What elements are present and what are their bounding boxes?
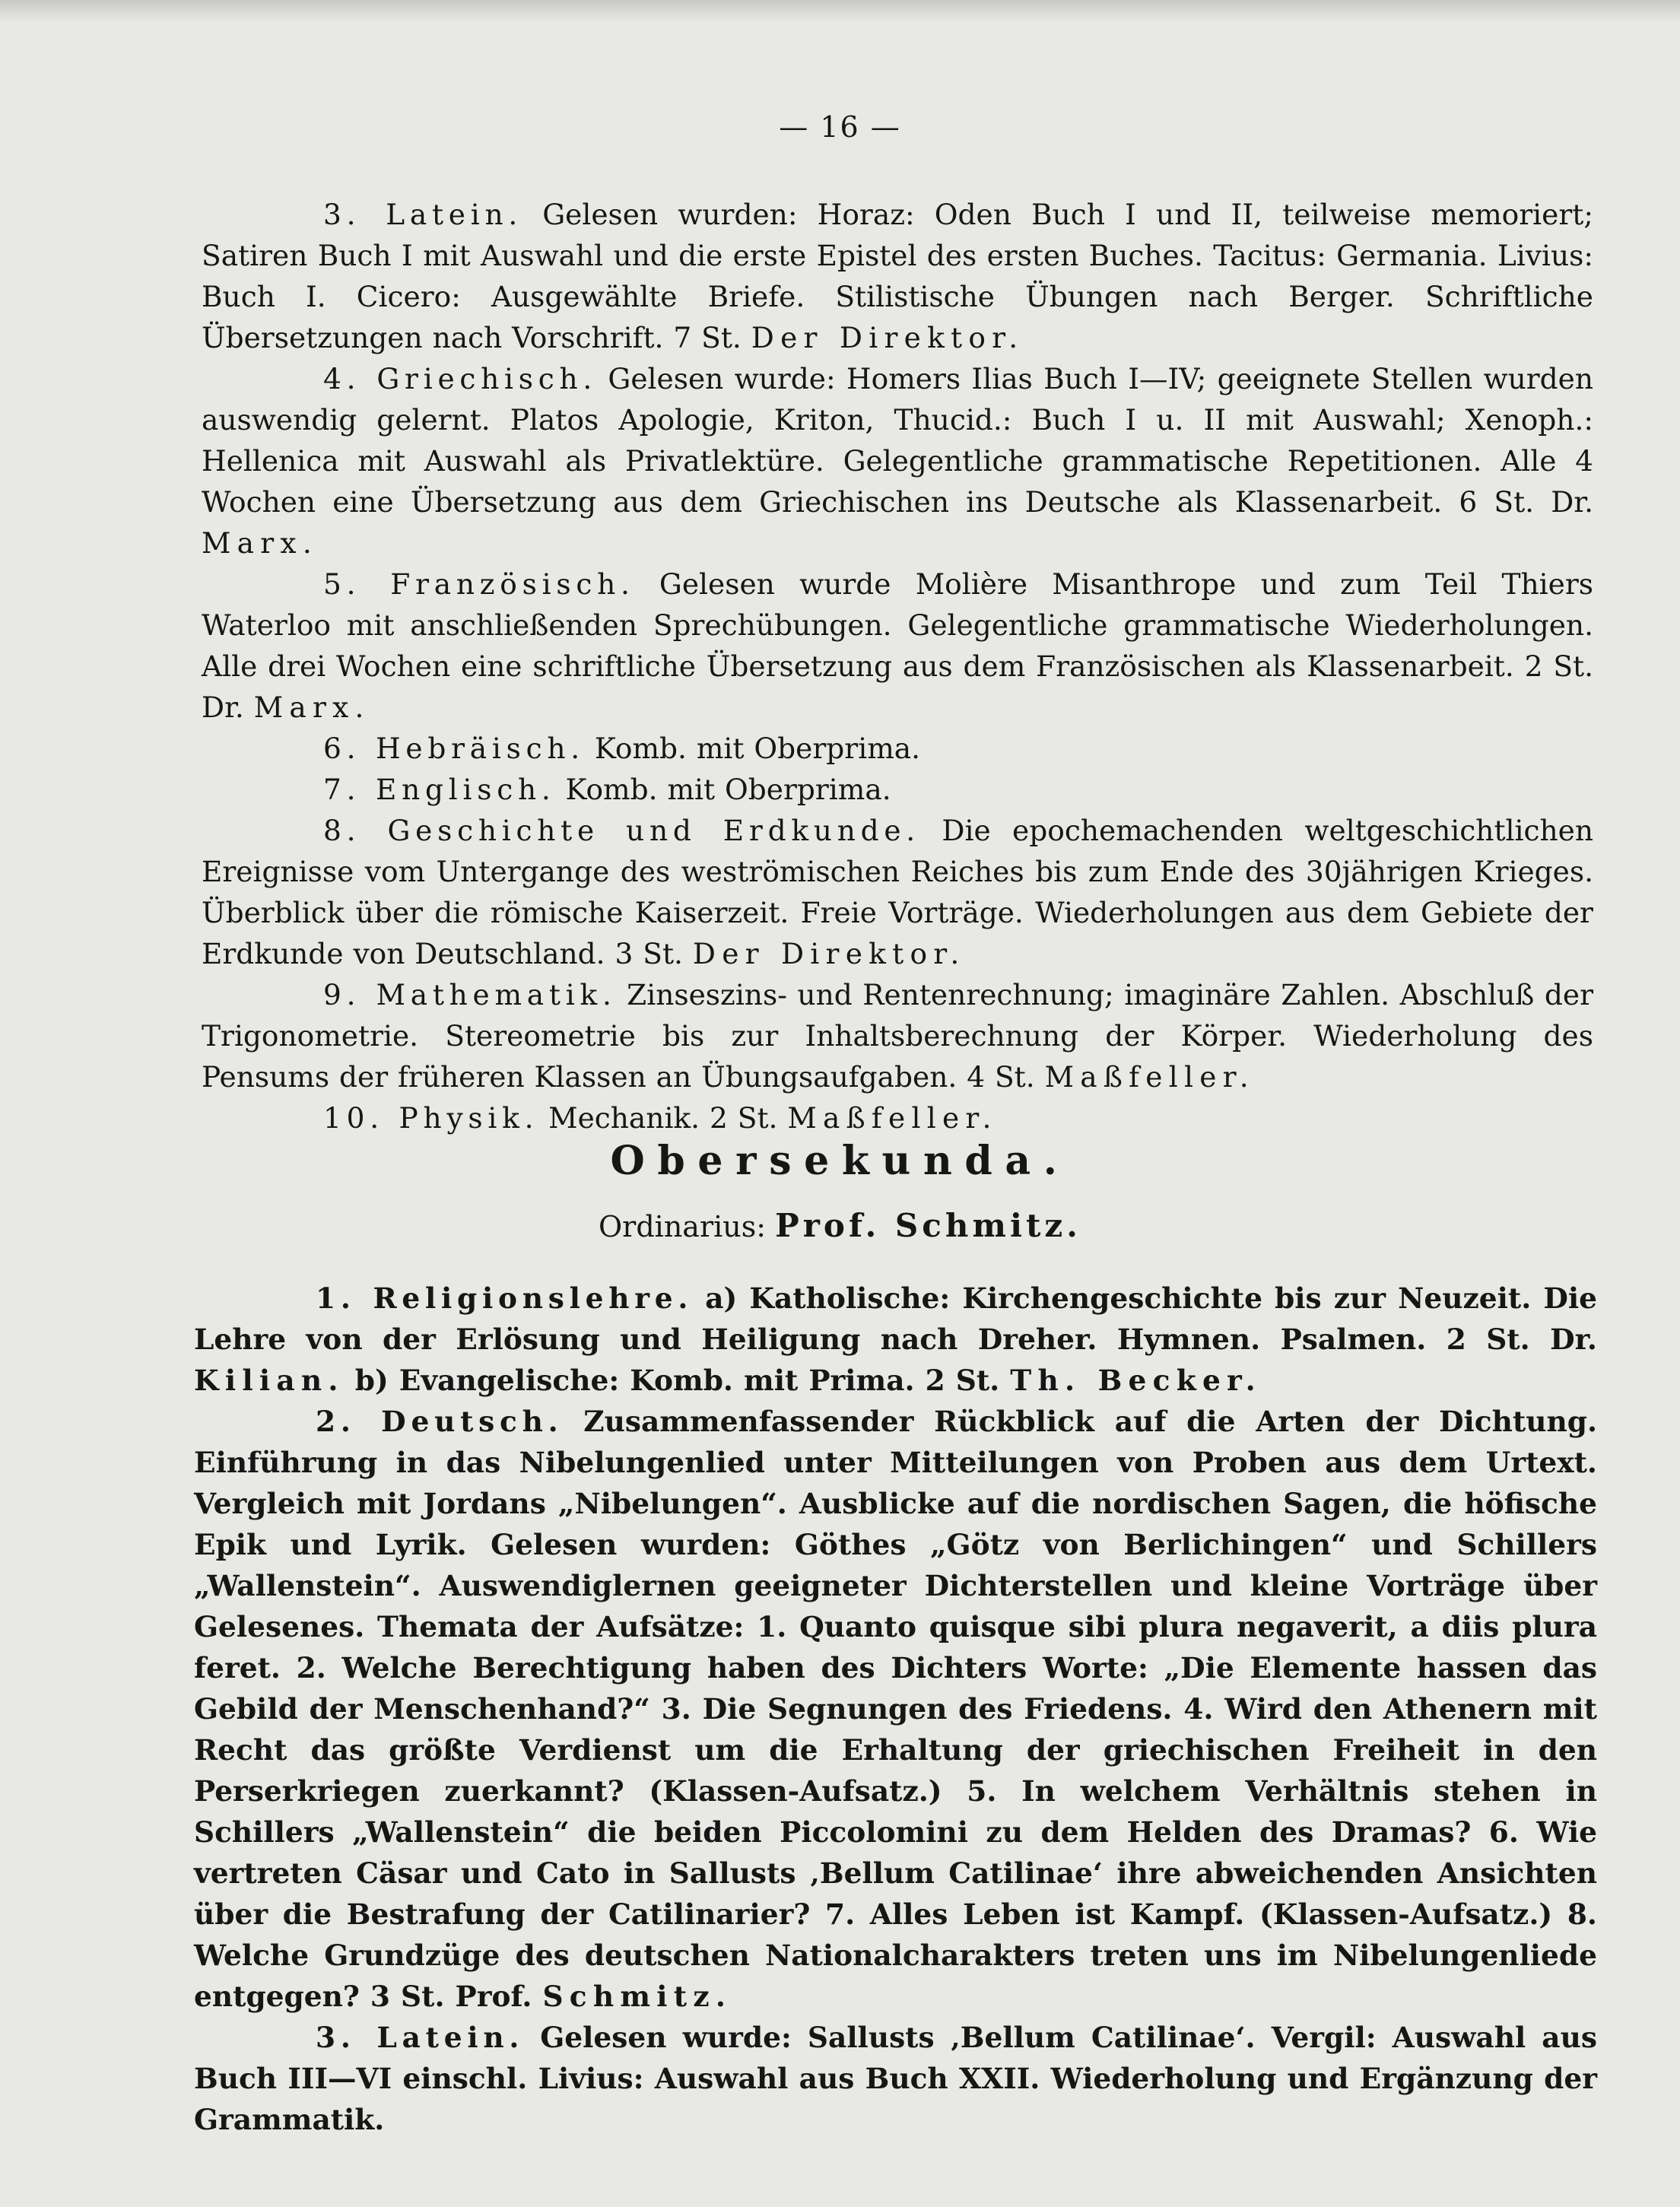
- page-number: — 16 —: [779, 110, 901, 144]
- unterprima-subjects: [202, 194, 1593, 1138]
- subject-german: 2. Deutsch. Zusammenfassender Rückblick auf die Arten der Dichtung. Einführung in das Nibelungenlied unter Mitteilungen von Proben aus dem Urtext. Vergleich mit Jordans „Nibelungen“. Ausblicke auf die nordischen Sagen, die höfische Epik und Lyrik. Gelesen wurden: Göthes „Götz von Berlichingen“ und Schillers „Wallenstein“. Auswendiglernen geeigneter Dichterstellen und kleine Vorträge über Gelesenes. Themata der Aufsätze: 1. Quanto quisque sibi plura negaverit, a diis plura feret. 2. Welche Berechtigung haben des Dichters Worte: „Die Elemente hassen das Gebild der Menschenhand?“ 3. Die Segnungen des Friedens. 4. Wird den Athenern mit Recht das größte Verdienst um die Erhaltung der griechischen Freiheit in den Perserkriegen zuerkannt? (Klassen-Aufsatz.) 5. In welchem Verhältnis stehen in Schillers „Wallenstein“ die beiden Piccolomini zu dem Helden des Dramas? 6. Wie vertreten Cäsar und Cato in Sallusts ‚Bellum Catilinae‘ ihre abweichenden Ansichten über die Bestrafung der Catilinarier? 7. Alles Leben ist Kampf. (Klassen-Aufsatz.) 8. Welche Grundzüge des deutschen Nationalcharakters treten uns im Nibelungenliede entgegen? 3 St. Prof. Schmitz.: [194, 1405, 1597, 2013]
- subject-latin-2: 3. Latein. Gelesen wurde: Sallusts ‚Bellum Catilinae‘. Vergil: Auswahl aus Buch III—VI einschl. Livius: Auswahl aus Buch XXII. Wiederholung und Ergänzung der Grammatik.: [194, 2021, 1597, 2136]
- subject-hebrew: 6. Hebräisch. Komb. mit Oberprima.: [323, 732, 921, 765]
- subject-history-geography: 8. Geschichte und Erdkunde. Die epochemachenden weltgeschichtlichen Ereignisse vom Untergange des weströmischen Reiches bis zum Ende des 30jährigen Krieges. Überblick über die römische Kaiserzeit. Freie Vorträge. Wiederholungen aus dem Gebiete der Erdkunde von Deutschland. 3 St. Der Direktor.: [202, 814, 1593, 970]
- obersekunda-subjects: [194, 1278, 1597, 2140]
- ordinarius-line: [0, 1205, 1680, 1247]
- subject-physics: 10. Physik. Mechanik. 2 St. Maßfeller.: [323, 1101, 998, 1135]
- subject-greek: 4. Griechisch. Gelesen wurde: Homers Ilias Buch I—IV; geeignete Stellen wurden auswendig gelernt. Platos Apologie, Kriton, Thucid.: Buch I u. II mit Auswahl; Xenoph.: Hellenica mit Auswahl als Privatlektüre. Gelegentliche grammatische Repetitionen. Alle 4 Wochen eine Übersetzung aus dem Griechischen ins Deutsche als Klassenarbeit. 6 St. Dr. Marx.: [202, 362, 1593, 560]
- ordinarius-label: Ordinarius:: [599, 1210, 776, 1243]
- subject-religion: 1. Religionslehre. a) Katholische: Kirchengeschichte bis zur Neuzeit. Die Lehre von der Erlösung und Heiligung nach Dreher. Hymnen. Psalmen. 2 St. Dr. Kilian. b) Evangelische: Komb. mit Prima. 2 St. Th. Becker.: [194, 1281, 1597, 1397]
- subject-latin: 3. Latein. Gelesen wurden: Horaz: Oden Buch I und II, teilweise memoriert; Satiren Buch I mit Auswahl und die erste Epistel des ersten Buches. Tacitus: Germania. Livius: Buch I. Cicero: Ausgewählte Briefe. Stilistische Übungen nach Berger. Schriftliche Übersetzungen nach Vorschrift. 7 St. Der Direktor.: [202, 198, 1593, 354]
- subject-mathematics: 9. Mathematik. Zinseszins- und Rentenrechnung; imaginäre Zahlen. Abschluß der Trigonometrie. Stereometrie bis zur Inhaltsberechnung der Körper. Wiederholung des Pensums der früheren Klassen an Übungsaufgaben. 4 St. Maßfeller.: [202, 978, 1593, 1094]
- subject-french: 5. Französisch. Gelesen wurde Molière Misanthrope und zum Teil Thiers Waterloo mit anschließenden Sprechübungen. Gelegentliche grammatische Wiederholungen. Alle drei Wochen eine schriftliche Übersetzung aus dem Französischen als Klassenarbeit. 2 St. Dr. Marx.: [202, 567, 1593, 724]
- ordinarius-name: Prof. Schmitz.: [775, 1207, 1081, 1244]
- subject-english: 7. Englisch. Komb. mit Oberprima.: [323, 773, 891, 806]
- section-title: Obersekunda.: [610, 1138, 1070, 1184]
